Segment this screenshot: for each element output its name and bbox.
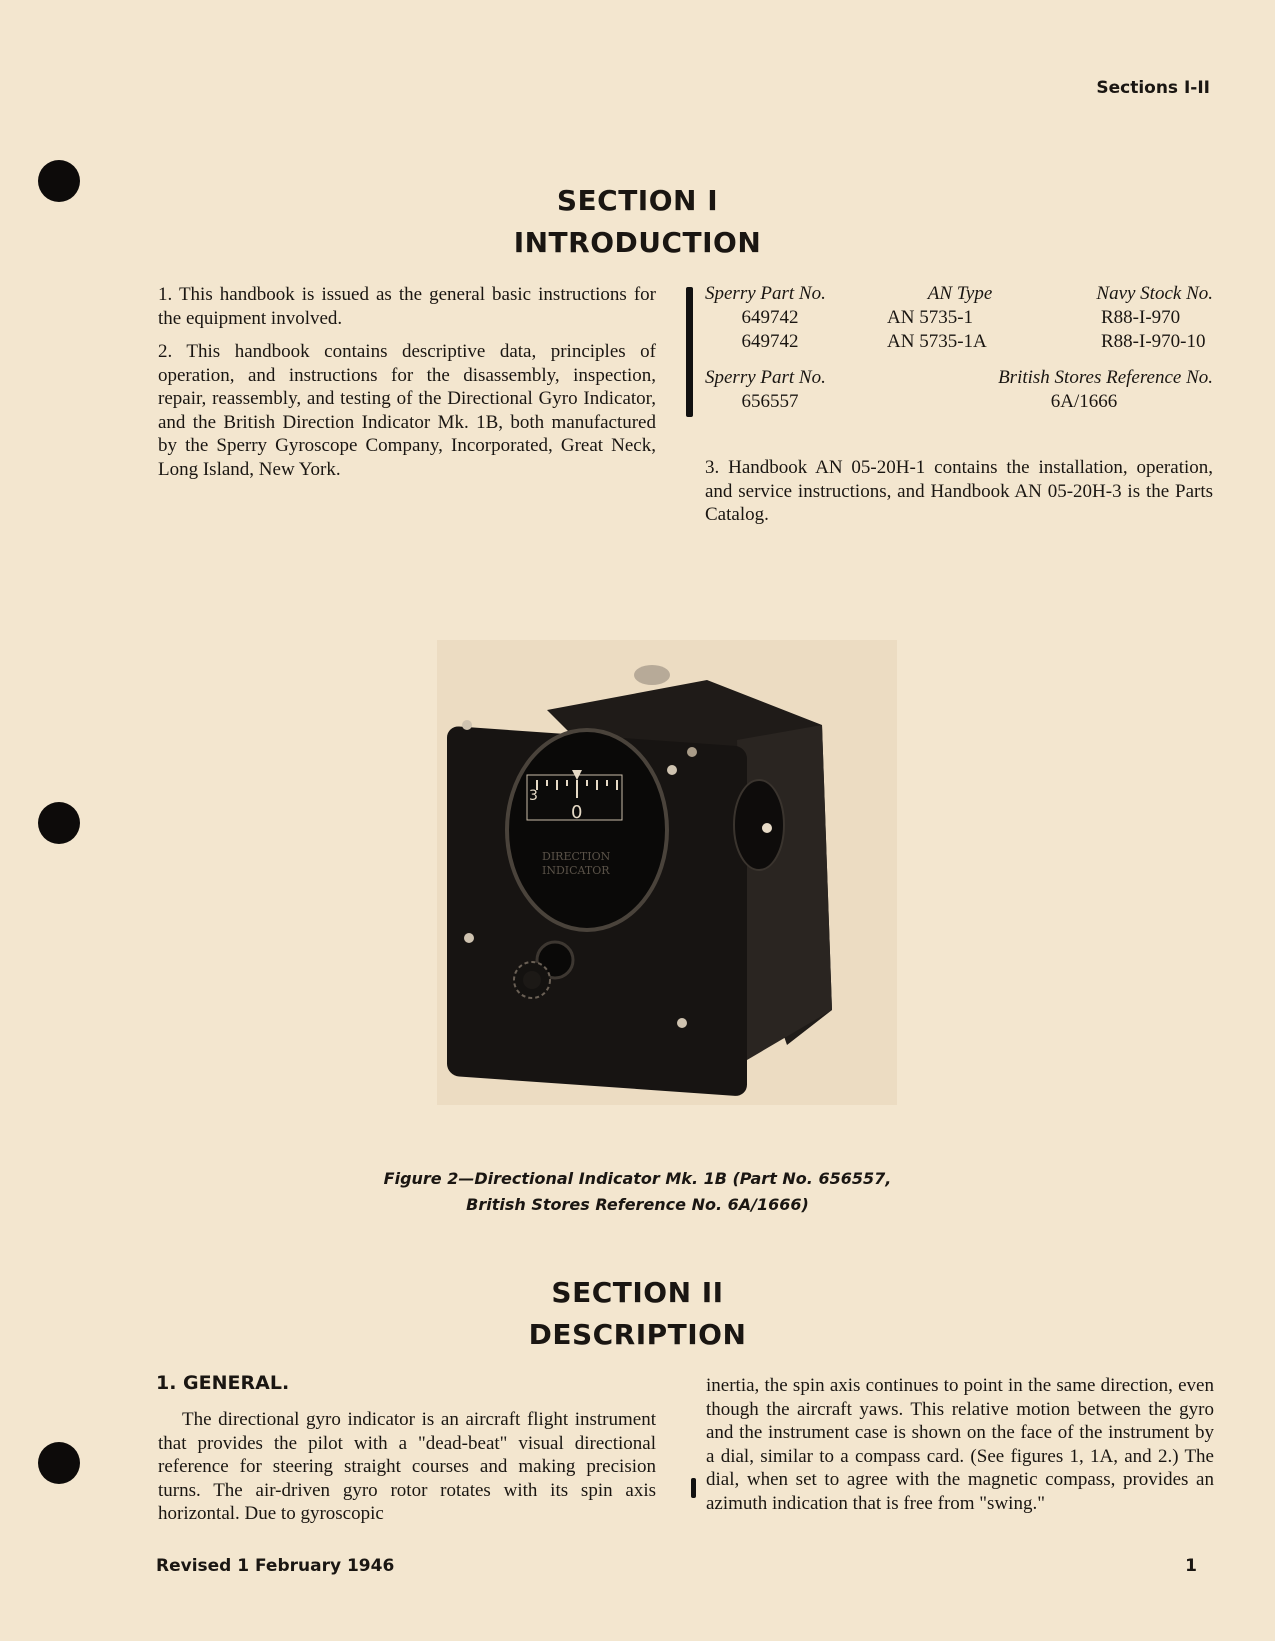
running-header: Sections I-II (1096, 78, 1210, 98)
binder-hole (38, 802, 80, 844)
subheading-general: 1. GENERAL. (156, 1372, 290, 1394)
directional-indicator-illustration (437, 640, 897, 1105)
caption-line: Figure 2—Directional Indicator Mk. 1B (Part No. 656557, (383, 1169, 892, 1188)
svg-text:0: 0 (571, 802, 583, 823)
description-left-column: The directional gyro indicator is an aircraft flight instrument that provides the pilot with a "dead-beat" visual directional reference for steering straight courses and making precision turns. The air-driven gyro rotor rotates with its spin axis horizontal. Due to gyroscopic (158, 1409, 656, 1524)
table-cell: R88-I-970 (1101, 307, 1181, 328)
part-number-table (705, 282, 1213, 414)
instrument-photo (437, 640, 897, 1105)
table-cell: R88-I-970-10 (1101, 331, 1206, 352)
binder-hole (38, 1442, 80, 1484)
section-number: SECTION II (551, 1276, 724, 1309)
paragraph-3: 3. Handbook AN 05-20H-1 contains the installation, operation, and service instructions, and Handbook AN 05-20H-3 is the Parts Catalog. (705, 457, 1213, 525)
change-bar (686, 287, 693, 417)
caption-line: British Stores Reference No. 6A/1666) (466, 1195, 809, 1214)
paragraph-2: 2. This handbook contains descriptive data, principles of operation, and instructions for the disassembly, inspection, repair, reassembly, and testing of the Directional Gyro Indicator, and the British Direction Indicator Mk. 1B, both manufactured by the Sperry Gyroscope Company, Incorporated, Great Neck, Long Island, New York. (158, 341, 656, 480)
table-cell: 649742 (741, 307, 799, 328)
revision-date: Revised 1 February 1946 (156, 1556, 395, 1576)
page-number: 1 (1185, 1556, 1197, 1576)
svg-text:3: 3 (529, 788, 538, 804)
column-header: AN Type (927, 283, 993, 304)
change-bar (691, 1478, 696, 1498)
section-title: INTRODUCTION (513, 226, 762, 259)
figure-caption (0, 1166, 1275, 1218)
section-title: DESCRIPTION (528, 1318, 747, 1351)
column-header: Sperry Part No. (705, 283, 826, 304)
column-header: Navy Stock No. (1096, 283, 1213, 304)
intro-left-column (158, 283, 656, 491)
table-cell: 6A/1666 (1050, 391, 1118, 412)
svg-text:INDICATOR: INDICATOR (542, 864, 610, 877)
table-cell: AN 5735-1A (887, 331, 987, 352)
column-header: British Stores Reference No. (998, 367, 1213, 388)
paragraph-1: 1. This handbook is issued as the general basic instructions for the equipment involved. (158, 284, 656, 329)
column-header: Sperry Part No. (705, 367, 826, 388)
svg-text:DIRECTION: DIRECTION (542, 850, 611, 863)
description-right-column: inertia, the spin axis continues to point in the same direction, even though the aircraft yaws. This relative motion between the gyro and the instrument case is shown on the face of the instrument by a dial, similar to a compass card. (See figures 1, 1A, and 2.) The dial, when set to agree with the magnetic compass, provides an azimuth indication that is free from "swing." (706, 1375, 1214, 1514)
section-number: SECTION I (556, 184, 719, 217)
table-cell: AN 5735-1 (887, 307, 974, 328)
table-cell: 649742 (741, 331, 799, 352)
table-cell: 656557 (741, 391, 799, 412)
